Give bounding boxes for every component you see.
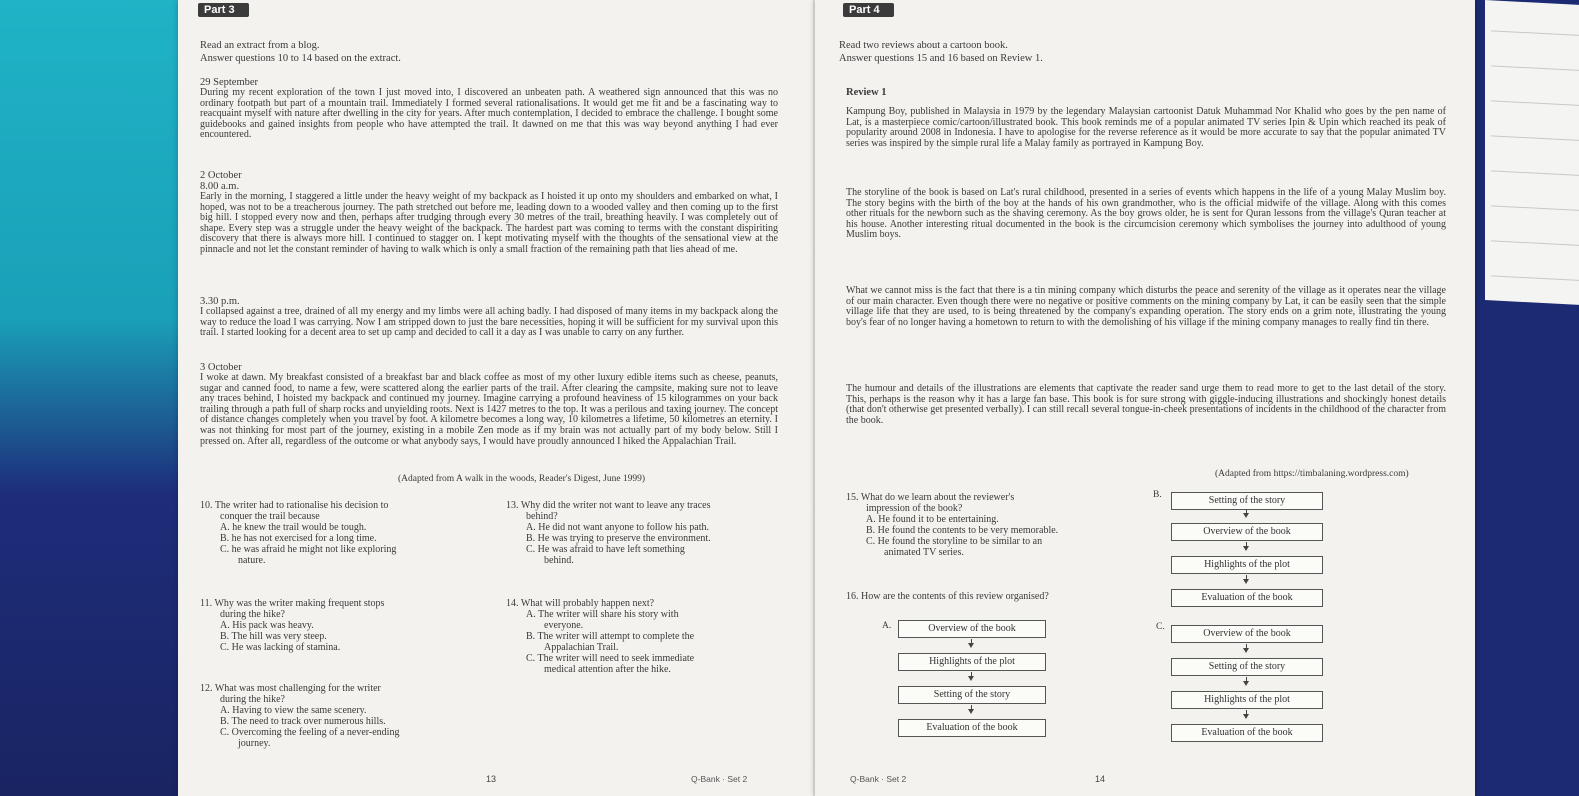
option-a-label: A. <box>882 621 892 631</box>
question-14: 14. What will probably happen next? A. The writer will share his story with everyone. B. The writer will attempt to complete the Appalachian Trail. C. The writer will need to seek immediate medical attention after the hike. <box>506 598 786 675</box>
option[interactable]: C. Overcoming the feeling of a never-ending <box>220 727 400 738</box>
flow-box: Highlights of the plot <box>898 653 1046 671</box>
flow-box: Overview of the book <box>1171 625 1323 643</box>
entry-date: 29 September <box>200 77 259 88</box>
option[interactable]: B. He found the contents to be very memorable. <box>866 525 1059 536</box>
down-arrow-icon <box>1243 681 1249 686</box>
option[interactable]: A. His pack was heavy. <box>220 620 314 631</box>
part-label: Part 4 <box>843 3 894 17</box>
page-right <box>815 0 1475 796</box>
entry-date: 3 October <box>200 362 242 373</box>
review-title: Review 1 <box>846 87 887 98</box>
instruction: Answer questions 15 and 16 based on Review 1. <box>839 53 1043 64</box>
option[interactable]: B. The writer will attempt to complete the <box>526 631 695 642</box>
paragraph: I collapsed against a tree, drained of all my energy and my limbs were all aching badly. I had disposed of many items in my backpack along the way to reduce the load I was carrying. Now I am stripped down to just the bare necessities, hoping it will be sufficient for my survival upon this trail. I started looking for a decent area to set up camp and decided to call it a day as I was unable to carry on any further. <box>200 306 778 339</box>
option[interactable]: B. he has not exercised for a long time. <box>220 533 377 544</box>
entry-date: 2 October <box>200 170 242 181</box>
paragraph: The storyline of the book is based on Lat's rural childhood, presented in a series of events which happens in the life of a young Malay Muslim boy. The story begins with the birth of the boy at the hands of his own grandmother, who is the official midwife of the village. Along with this comes other rituals for the newborn such as the shaving ceremony. As the boy grows older, he is sent for Quran lessons from the village's Quran teacher at his house. Another interesting ritual documented in the book is the circumcision ceremony which symbolises the journey into adulthood of young Muslim boys. <box>846 187 1446 241</box>
down-arrow-icon <box>968 643 974 648</box>
option[interactable]: A. Having to view the same scenery. <box>220 705 367 716</box>
option[interactable]: C. He was afraid to have left something <box>526 544 685 555</box>
question-15: 15. What do we learn about the reviewer's impression of the book? A. He found it to be entertaining. B. He found the contents to be very memorable. C. He found the storyline to be similar to an animated TV series. <box>846 492 1146 558</box>
entry-time: 3.30 p.m. <box>200 296 240 307</box>
footer-label: Q-Bank · Set 2 <box>691 774 748 784</box>
paragraph: The humour and details of the illustrations are elements that captivate the reader sand urge them to read more to get to the last detail of the story. This, perhaps is the reason why it has a large fan base. This book is for sure strong with giggle-inducing illustrations and shockingly honest details (that don't otherwise get presented verbally). I can still recall several tongue-in-cheek presentations of incidents in the childhood of the character from the book. <box>846 383 1446 426</box>
flow-box: Setting of the story <box>1171 658 1323 676</box>
flow-box: Setting of the story <box>898 686 1046 704</box>
flow-box: Setting of the story <box>1171 492 1323 510</box>
down-arrow-icon <box>1243 714 1249 719</box>
option-b-label: B. <box>1153 490 1162 500</box>
option[interactable]: C. he was afraid he might not like exploring <box>220 544 397 555</box>
option[interactable]: A. He found it to be entertaining. <box>866 514 999 525</box>
instruction: Read an extract from a blog. <box>200 40 320 51</box>
paragraph: What we cannot miss is the fact that there is a tin mining company which disturbs the peace and serenity of the village as it operates near the village of our main character. Even though there were no negative or positive comments on the mining company by Lat, it can be easily seen that the simple village life that they are used, to is being threatened by the company's expanding operation. The story ends on a grim note, illustrating the young boy's fear of no longer having a hometown to return to with the demolishing of his village if the mining company manages to really find tin there. <box>846 285 1446 328</box>
instruction: Answer questions 10 to 14 based on the extract. <box>200 53 401 64</box>
option[interactable]: A. He did not want anyone to follow his path. <box>526 522 710 533</box>
background-left <box>0 0 190 796</box>
option[interactable]: C. He found the storyline to be similar to an <box>866 536 1043 547</box>
down-arrow-icon <box>1243 513 1249 518</box>
option[interactable]: B. He was trying to preserve the environment. <box>526 533 711 544</box>
option[interactable]: B. The hill was very steep. <box>220 631 327 642</box>
source-citation: (Adapted from https://timbalaning.wordpress.com) <box>1215 469 1409 479</box>
flow-box: Highlights of the plot <box>1171 556 1323 574</box>
flow-box: Evaluation of the book <box>1171 589 1323 607</box>
option-c-label: C. <box>1156 622 1165 632</box>
page-left <box>178 0 819 796</box>
question-12: 12. What was most challenging for the writer during the hike? A. Having to view the same scenery. B. The need to track over numerous hills. C. Overcoming the feeling of a never-ending journey. <box>200 683 490 749</box>
down-arrow-icon <box>1243 579 1249 584</box>
source-citation: (Adapted from A walk in the woods, Reader's Digest, June 1999) <box>398 474 646 484</box>
page-number: 13 <box>486 774 497 784</box>
background-folder-paper <box>1485 0 1579 305</box>
flow-box: Highlights of the plot <box>1171 691 1323 709</box>
flow-box: Evaluation of the book <box>898 719 1046 737</box>
paragraph: Early in the morning, I staggered a little under the heavy weight of my backpack as I hoisted it up onto my shoulders and embarked on what, I hoped, was not to be a treacherous journey. The path stretched out before me, leading down to a wooded valley and then coming up to the first big hill. I stopped every now and then, perhaps after trudging through every 30 metres of the trail, breathing heavily. I was completely out of shape. Every step was a struggle under the heavy weight of the backpack. The hardest part was coming to terms with the constant dispiriting discovery that there is always more hill. I continued to stagger on. I kept motivating myself with the thoughts of the sensational view at the pinnacle and not let the constant reminder of having to walk which is only a small fraction of the remaining path that lies ahead of me. <box>200 191 778 255</box>
flow-box: Overview of the book <box>898 620 1046 638</box>
down-arrow-icon <box>968 709 974 714</box>
down-arrow-icon <box>1243 546 1249 551</box>
option[interactable]: A. he knew the trail would be tough. <box>220 522 367 533</box>
instruction: Read two reviews about a cartoon book. <box>839 40 1008 51</box>
flow-box: Overview of the book <box>1171 523 1323 541</box>
down-arrow-icon <box>1243 648 1249 653</box>
paragraph: Kampung Boy, published in Malaysia in 1979 by the legendary Malaysian cartoonist Datuk Muhammad Nor Khalid who goes by the pen name of Lat, is a masterpiece comic/cartoon/illustrated book. This book reminds me of a popular animated TV series Ipin & Upin which reached its peak of popularity around 2008 in Indonesia. I have to apologise for the reverse reference as it would be more accurate to say that the popular animated TV series was inspired by the simple rural life a Malay family as portrayed in Kampung Boy. <box>846 106 1446 149</box>
question-10: 10. The writer had to rationalise his decision to conquer the trail because A. he knew the trail would be tough. B. he has not exercised for a long time. C. he was afraid he might not like exploring nature. <box>200 500 490 566</box>
footer-label: Q-Bank · Set 2 <box>850 774 907 784</box>
part-label: Part 3 <box>198 3 249 17</box>
entry-time: 8.00 a.m. <box>200 181 240 192</box>
option[interactable]: C. The writer will need to seek immediate <box>526 653 695 664</box>
paragraph: During my recent exploration of the town I just moved into, I discovered an unbeaten path. A weathered sign announced that this was no ordinary footpath but part of a mountain trail. Immediately I formed several rationalisations. It would get me fit and be a fascinating way to reacquaint myself with nature after dwelling in the city for years. After much contemplation, I decided to embrace the challenge. I bought some guidebooks and gained insights from people who have attempted the trail. It dawned on me that this was way beyond anything I had ever encountered. <box>200 87 778 141</box>
flow-box: Evaluation of the book <box>1171 724 1323 742</box>
option[interactable]: C. He was lacking of stamina. <box>220 642 341 653</box>
question-16: 16. How are the contents of this review organised? <box>846 591 1049 602</box>
paragraph: I woke at dawn. My breakfast consisted of a breakfast bar and black coffee as most of my other luxury edible items such as cheese, peanuts, sugar and canned food, to name a few, were scattered along the earlier parts of the trail. After clearing the campsite, making sure not to leave any traces behind, I hoisted my backpack and continued my journey. Imagine carrying a profound heaviness of 15 kilogrammes on your back trailing through a path full of sharp rocks and unyielding roots. Next is 1427 metres to the top. It was a perilous and taxing journey. The concept of distance changes completely when you travel by foot. A kilometre becomes a long way, 10 kilometres a lifetime, 50 kilometres an eternity. I was not thinking for most part of the journey, existing in a mobile Zen mode as if my brain was not actually part of my body below. Still I pressed on. After all, regardless of the outcome or what anybody says, I would have proudly announced I hiked the Appalachian Trail. <box>200 372 778 447</box>
option[interactable]: A. The writer will share his story with <box>526 609 679 620</box>
question-13: 13. Why did the writer not want to leave any traces behind? A. He did not want anyone to follow his path. B. He was trying to preserve the environment. C. He was afraid to have left something behind. <box>506 500 786 566</box>
option[interactable]: B. The need to track over numerous hills. <box>220 716 386 727</box>
question-11: 11. Why was the writer making frequent stops during the hike? A. His pack was heavy. B. The hill was very steep. C. He was lacking of stamina. <box>200 598 490 653</box>
down-arrow-icon <box>968 676 974 681</box>
page-number: 14 <box>1095 774 1106 784</box>
